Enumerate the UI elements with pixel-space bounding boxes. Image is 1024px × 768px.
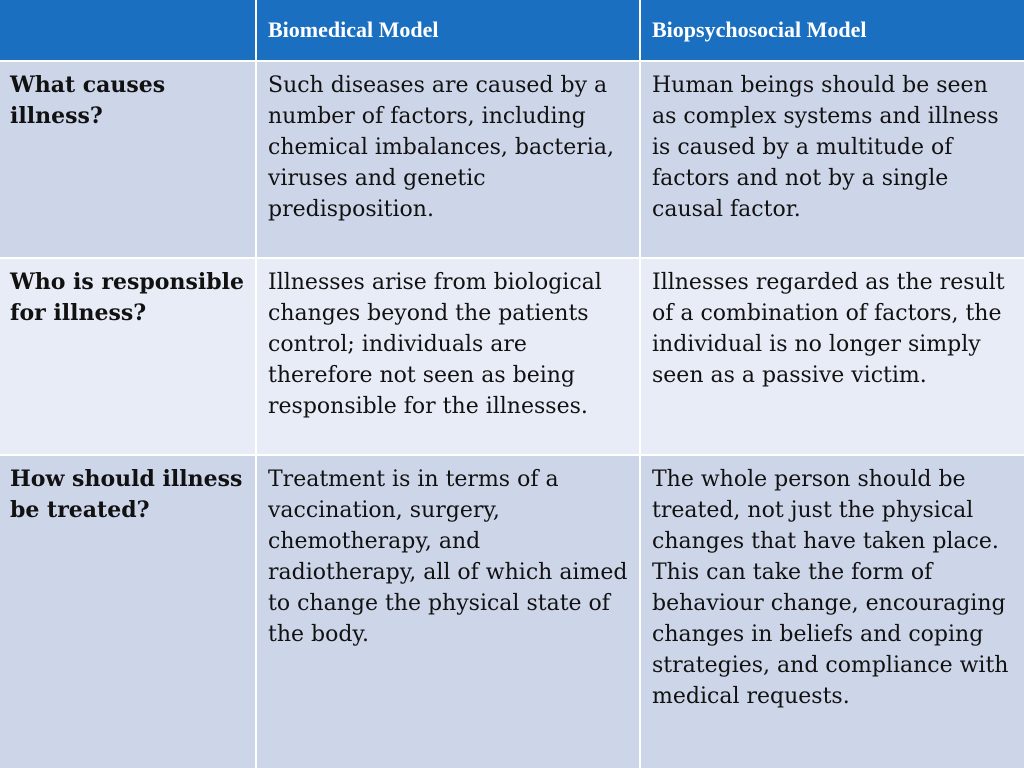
- row-label-how-treated: How should illness be treated?: [0, 454, 255, 768]
- header-corner-cell: [0, 0, 255, 60]
- biopsychosocial-cell-treatment: The whole person should be treated, not just the physical changes that have taken place. This can take the form of behaviour change, encouraging changes in beliefs and coping strategies, and compliance with medical requests.: [639, 454, 1024, 768]
- row-label-who-is-responsible: Who is responsible for illness?: [0, 257, 255, 454]
- header-biomedical-model: Biomedical Model: [255, 0, 639, 60]
- biopsychosocial-cell-responsibility: Illnesses regarded as the result of a combination of factors, the individual is no longer simply seen as a passive victim.: [639, 257, 1024, 454]
- biomedical-cell-treatment: Treatment is in terms of a vaccination, surgery, chemotherapy, and radiotherapy, all of which aimed to change the physical state of the body.: [255, 454, 639, 768]
- header-biopsychosocial-model: Biopsychosocial Model: [639, 0, 1024, 60]
- biomedical-cell-causes: Such diseases are caused by a number of factors, including chemical imbalances, bacteria, viruses and genetic predisposition.: [255, 60, 639, 257]
- row-label-what-causes-illness: What causes illness?: [0, 60, 255, 257]
- biopsychosocial-cell-causes: Human beings should be seen as complex systems and illness is caused by a multitude of factors and not by a single causal factor.: [639, 60, 1024, 257]
- biomedical-cell-responsibility: Illnesses arise from biological changes beyond the patients control; individuals are therefore not seen as being responsible for the illnesses.: [255, 257, 639, 454]
